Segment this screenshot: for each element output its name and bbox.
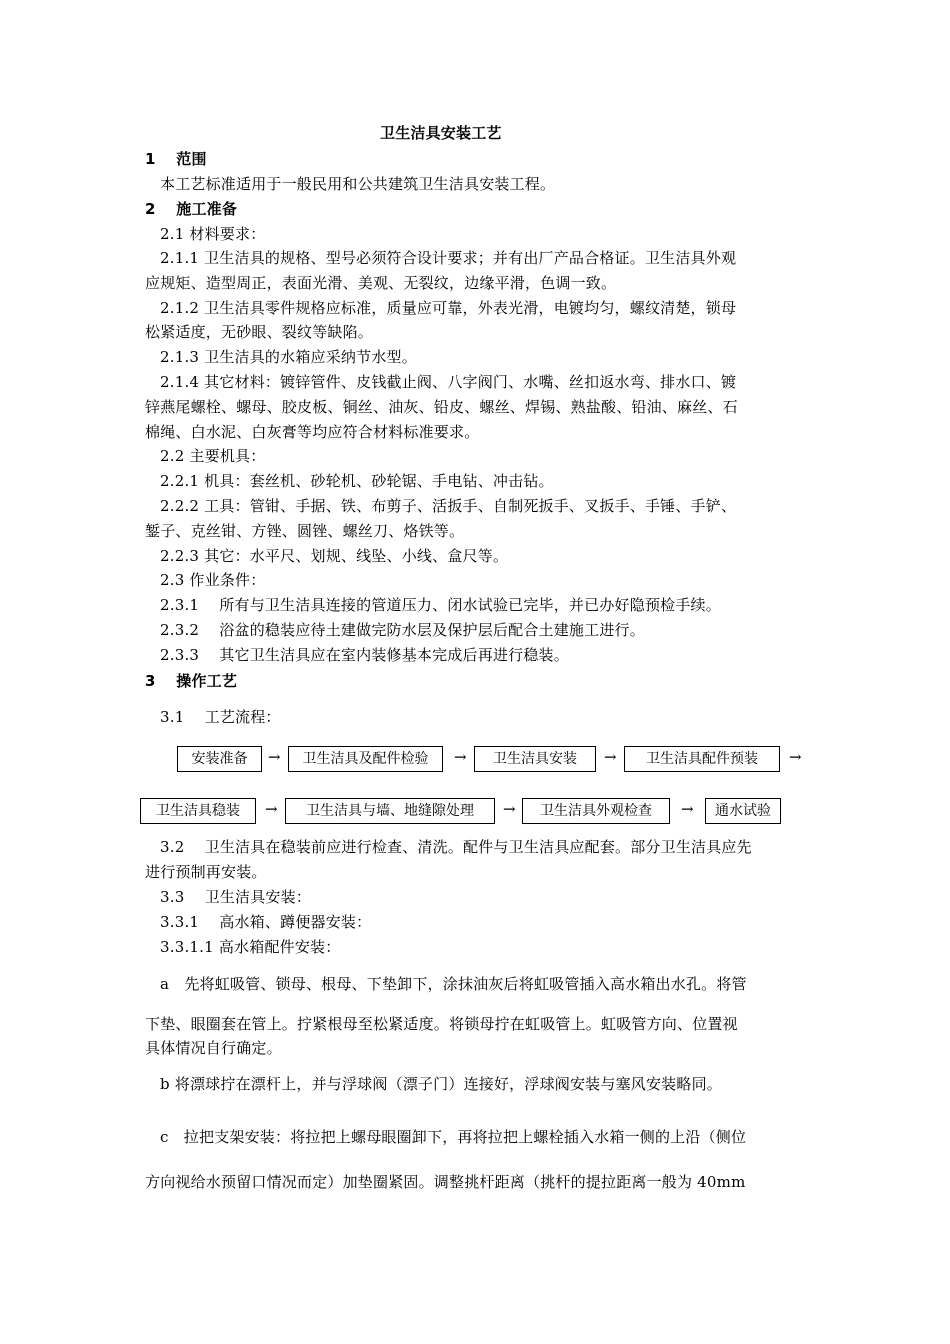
body-text-line: 2.3.3 其它卫生洁具应在室内装修基本完成后再进行稳装。 bbox=[160, 646, 569, 664]
body-text-line: 2.3.1 所有与卫生洁具连接的管道压力、闭水试验已完毕，并已办好隐预检手续。 bbox=[160, 596, 721, 614]
flow-arrow-icon: → bbox=[681, 800, 694, 818]
body-text-line: 松紧适度，无砂眼、裂纹等缺陷。 bbox=[145, 323, 374, 341]
body-text-line: 3.3.1 高水箱、蹲便器安装： bbox=[160, 913, 372, 931]
flow-step-5: 卫生洁具稳装 bbox=[140, 798, 256, 824]
body-text-line: 3.3 卫生洁具安装： bbox=[160, 888, 312, 906]
body-text-line: 具体情况自行确定。 bbox=[145, 1039, 282, 1057]
body-text-line: 2.1.4 其它材料：镀锌管件、皮钱截止阀、八字阀门、水嘴、丝扣返水弯、排水口、镀 bbox=[160, 373, 737, 391]
flow-arrow-icon: → bbox=[268, 748, 281, 766]
flow-step-1: 安装准备 bbox=[177, 746, 262, 772]
body-text-line: 3.1 工艺流程： bbox=[160, 708, 281, 726]
flow-step-7: 卫生洁具外观检查 bbox=[522, 798, 670, 824]
body-text-line: 应规矩、造型周正，表面光滑、美观、无裂纹，边缘平滑，色调一致。 bbox=[145, 274, 617, 292]
body-text-line: 2.1.3 卫生洁具的水箱应采纳节水型。 bbox=[160, 348, 417, 366]
flow-step-8: 通水试验 bbox=[705, 798, 781, 824]
body-text-line: 錾子、克丝钳、方锉、圆锉、螺丝刀、烙铁等。 bbox=[145, 522, 465, 540]
flow-arrow-icon: → bbox=[789, 748, 802, 766]
body-text-line: 2.3.2 浴盆的稳装应待土建做完防水层及保护层后配合土建施工进行。 bbox=[160, 621, 645, 639]
body-text-line: 2.2.1 机具：套丝机、砂轮机、砂轮锯、手电钻、冲击钻。 bbox=[160, 472, 554, 490]
section-heading: 3 操作工艺 bbox=[145, 672, 238, 690]
body-text-line: 进行预制再安装。 bbox=[145, 863, 267, 881]
body-text-line: 本工艺标准适用于一般民用和公共建筑卫生洁具安装工程。 bbox=[160, 175, 556, 193]
body-text-line: 2.2.2 工具：管钳、手据、铁、布剪子、活扳手、自制死扳手、叉扳手、手锤、手铲、 bbox=[160, 497, 737, 515]
body-text-line: a 先将虹吸管、锁母、根母、下垫卸下，涂抹油灰后将虹吸管插入高水箱出水孔。将管 bbox=[160, 975, 747, 993]
body-text-line: 下垫、眼圈套在管上。拧紧根母至松紧适度。将锁母拧在虹吸管上。虹吸管方向、位置视 bbox=[145, 1015, 738, 1033]
flow-step-4: 卫生洁具配件预装 bbox=[624, 746, 780, 772]
body-text-line: c 拉把支架安装：将拉把上螺母眼圈卸下，再将拉把上螺栓插入水箱一侧的上沿（侧位 bbox=[160, 1128, 747, 1146]
body-text-line: 锌燕尾螺栓、螺母、胶皮板、铜丝、油灰、铅皮、螺丝、焊锡、熟盐酸、铅油、麻丝、石 bbox=[145, 398, 738, 416]
body-text-line: 2.2.3 其它：水平尺、划规、线坠、小线、盒尺等。 bbox=[160, 547, 509, 565]
flow-arrow-icon: → bbox=[454, 748, 467, 766]
body-text-line: 2.1.1 卫生洁具的规格、型号必须符合设计要求；并有出厂产品合格证。卫生洁具外观 bbox=[160, 249, 737, 267]
body-text-line: 棉绳、白水泥、白灰膏等均应符合材料标准要求。 bbox=[145, 423, 480, 441]
body-text-line: b 将漂球拧在漂杆上，并与浮球阀（漂子门）连接好，浮球阀安装与塞风安装略同。 bbox=[160, 1075, 722, 1093]
body-text-line: 2.3 作业条件： bbox=[160, 571, 266, 589]
section-heading: 2 施工准备 bbox=[145, 200, 238, 218]
flow-arrow-icon: → bbox=[265, 800, 278, 818]
body-text-line: 3.3.1.1 高水箱配件安装： bbox=[160, 938, 341, 956]
flow-arrow-icon: → bbox=[604, 748, 617, 766]
body-text-line: 2.1 材料要求： bbox=[160, 225, 266, 243]
flow-step-3: 卫生洁具安装 bbox=[474, 746, 596, 772]
body-text-line: 2.1.2 卫生洁具零件规格应标准，质量应可靠，外表光滑，电镀均匀，螺纹清楚，锁母 bbox=[160, 299, 737, 317]
section-heading: 1 范围 bbox=[145, 150, 207, 168]
body-text-line: 方向视给水预留口情况而定）加垫圈紧固。调整挑杆距离（挑杆的提拉距离一般为 40mm bbox=[145, 1173, 746, 1191]
body-text-line: 2.2 主要机具： bbox=[160, 447, 266, 465]
flow-step-6: 卫生洁具与墙、地缝隙处理 bbox=[285, 798, 495, 824]
flow-step-2: 卫生洁具及配件检验 bbox=[288, 746, 443, 772]
flow-arrow-icon: → bbox=[503, 800, 516, 818]
body-text-line: 3.2 卫生洁具在稳装前应进行检查、清洗。配件与卫生洁具应配套。部分卫生洁具应先 bbox=[160, 838, 752, 856]
page-title: 卫生洁具安装工艺 bbox=[380, 124, 502, 142]
